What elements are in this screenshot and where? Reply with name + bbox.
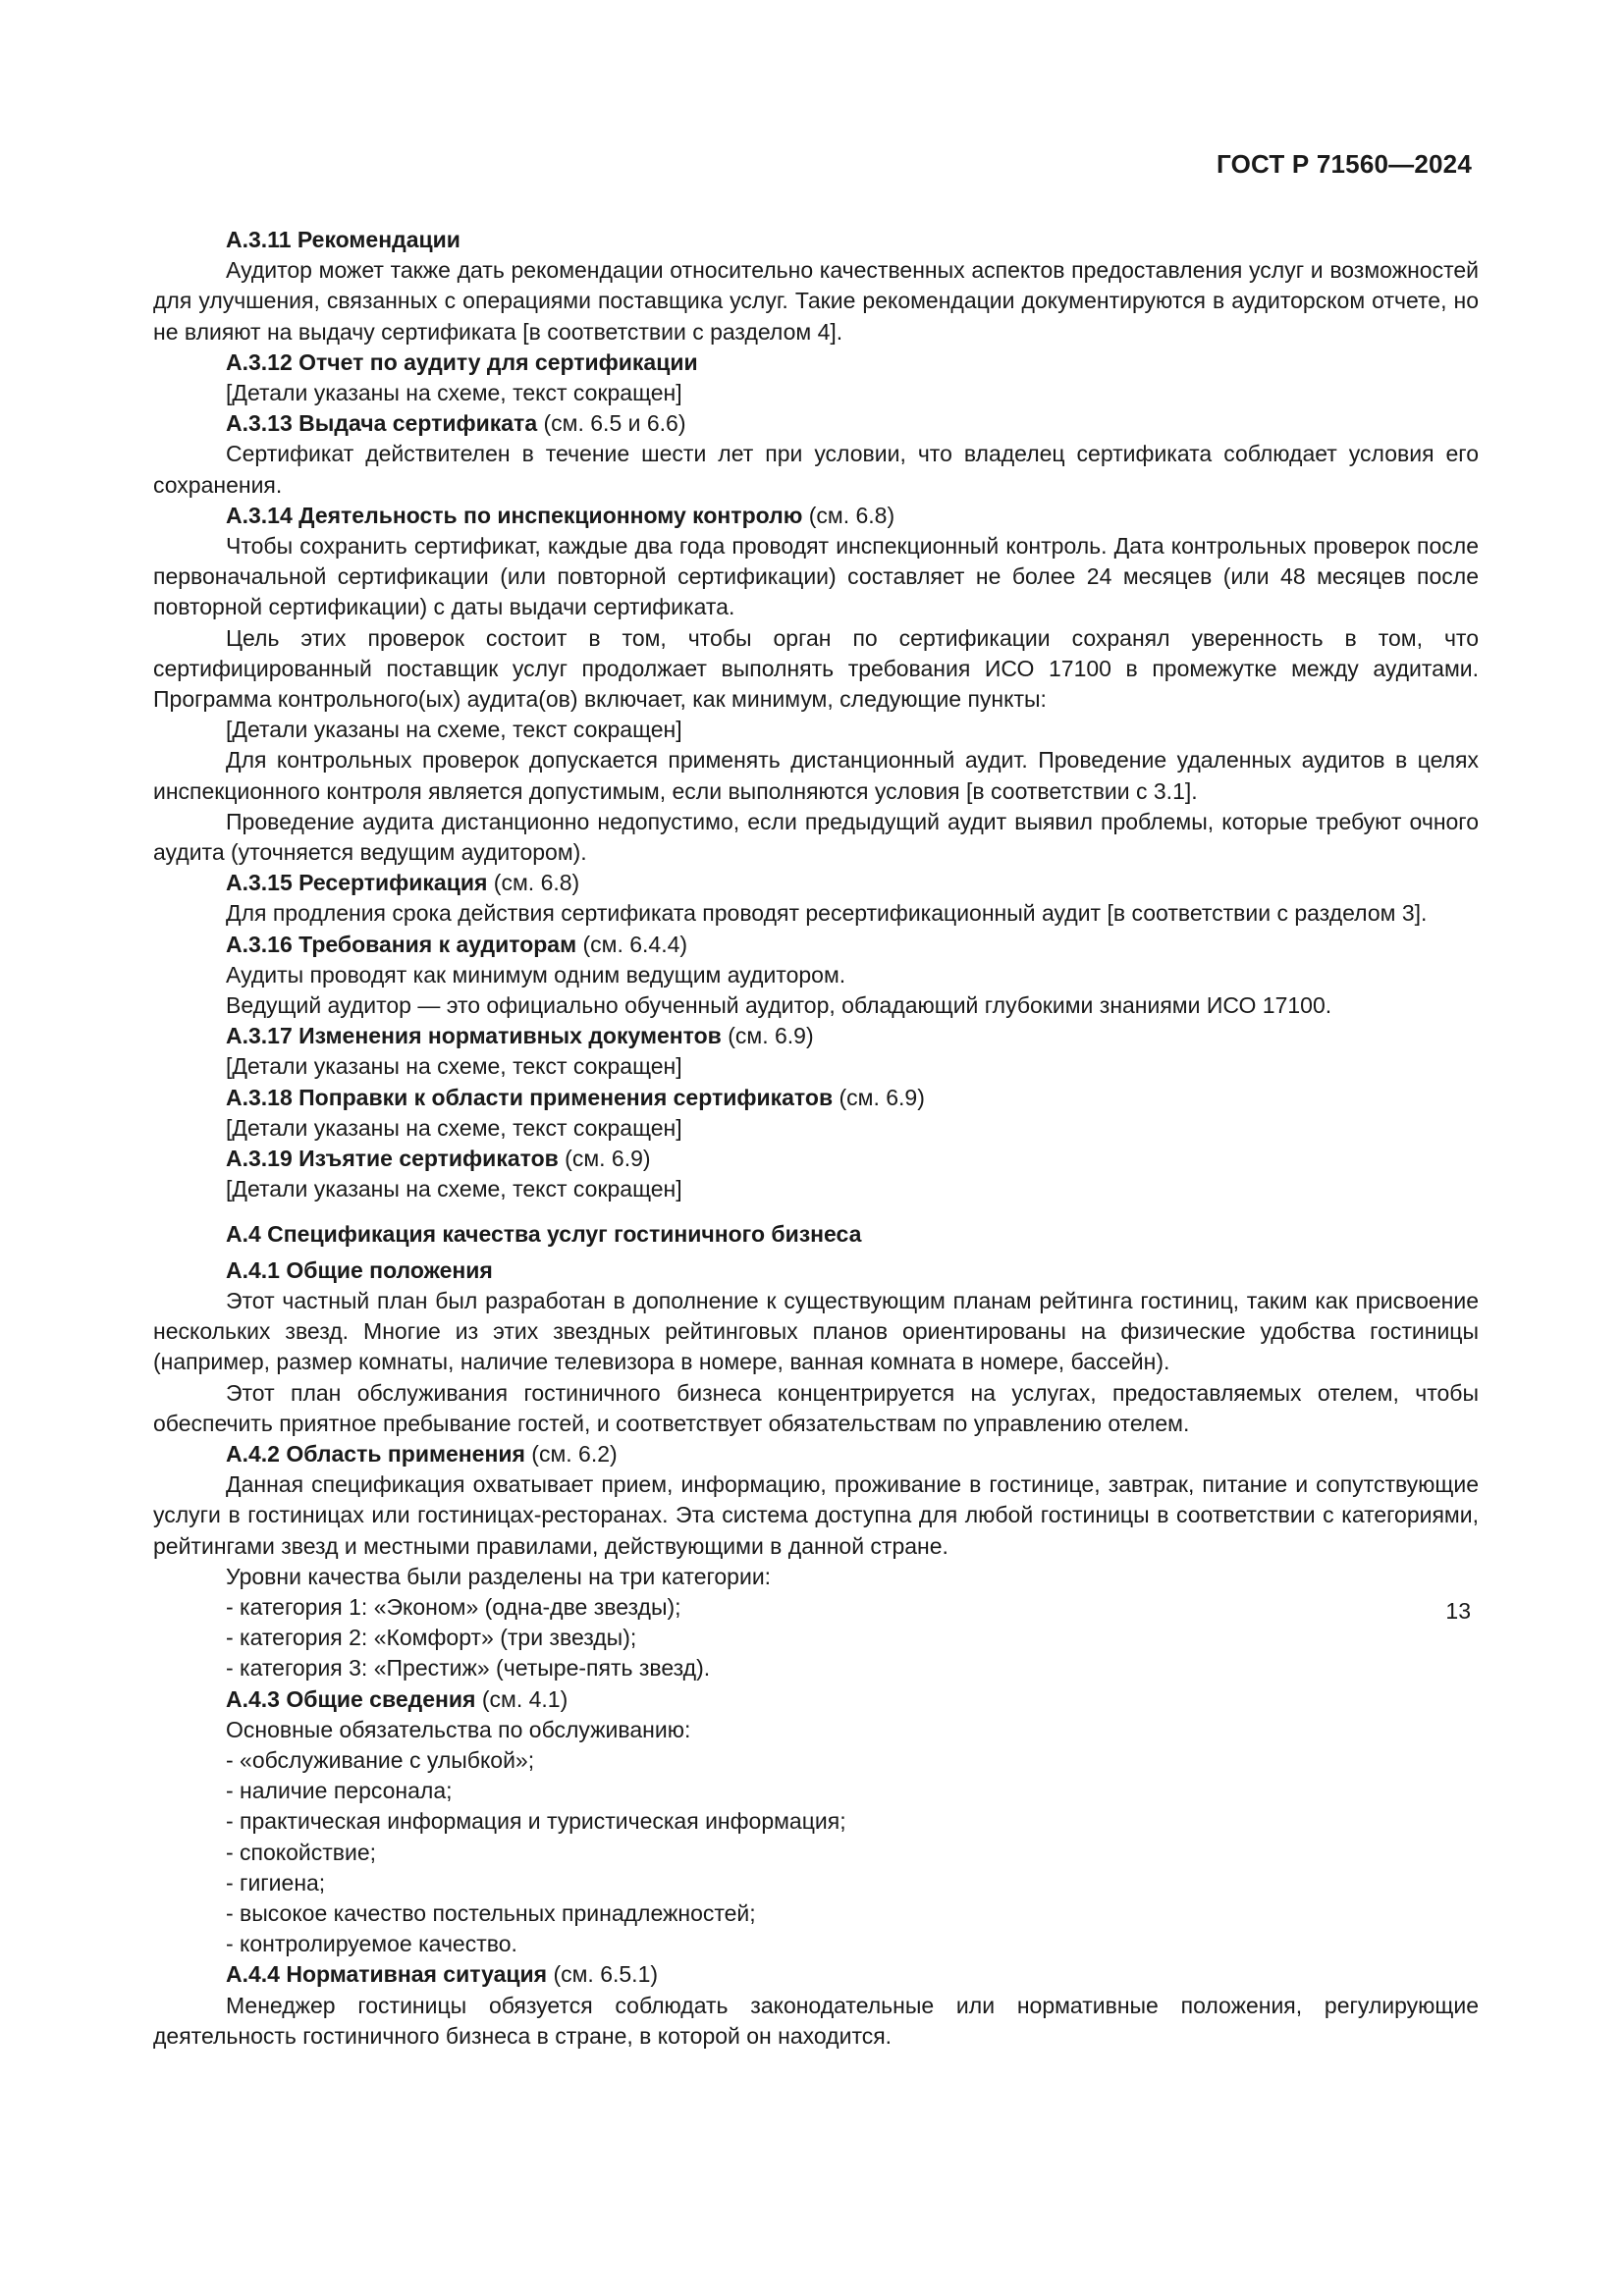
document-body	[153, 225, 1479, 2052]
clause-title: А.4 Спецификация качества услуг гостиничного бизнеса	[226, 1220, 862, 1247]
text-line: [Детали указаны на схеме, текст сокращен]	[226, 380, 682, 406]
clause-title: А.3.17 Изменения нормативных документов	[226, 1023, 722, 1049]
paragraph: Этот частный план был разработан в дополнение к существующим планам рейтинга гостиниц, таким как присвоение нескольких звезд. Многие из этих звездных рейтинговых планов ориентированы на физические удобства гостиницы (например, размер комнаты, наличие телевизора в номере, ванная комната в номере, бассейн).	[153, 1287, 1479, 1375]
clause-reference: (см. 6.4.4)	[576, 931, 688, 957]
clause-heading	[153, 1083, 1479, 1113]
list-item: - практическая информация и туристическая информация;	[226, 1808, 846, 1835]
clause-heading	[153, 930, 1479, 960]
clause-title: А.4.2 Область применения	[226, 1440, 525, 1467]
paragraph: Для контрольных проверок допускается применять дистанционный аудит. Проведение удаленных аудитов в целях инспекционного контроля является допустимым, если выполняются условия [в соответствии с 3.1].	[153, 747, 1479, 804]
document-header: ГОСТ Р 71560—2024	[1217, 149, 1472, 179]
text-line: [Детали указаны на схеме, текст сокращен]	[226, 1053, 682, 1080]
paragraph: Чтобы сохранить сертификат, каждые два года проводят инспекционный контроль. Дата контрольных проверок после первоначальной сертификации (или повторной сертификации) составляет не более 24 месяцев (или 48 месяцев после повторной сертификации) с даты выдачи сертификата.	[153, 533, 1479, 620]
text-line: Уровни качества были разделены на три категории:	[226, 1563, 772, 1589]
clause-title: А.3.18 Поправки к области применения сертификатов	[226, 1084, 834, 1110]
paragraph: Менеджер гостиницы обязуется соблюдать законодательные или нормативные положения, регулирующие деятельность гостиничного бизнеса в стране, в которой он находится.	[153, 1992, 1479, 2049]
paragraph: Аудитор может также дать рекомендации относительно качественных аспектов предоставления услуг и возможностей для улучшения, связанных с операциями поставщика услуг. Такие рекомендации документируются в аудиторском отчете, но не влияют на выдачу сертификата [в соответствии с разделом 4].	[153, 257, 1479, 345]
text-line: Аудиты проводят как минимум одним ведущим аудитором.	[226, 961, 846, 988]
paragraph: Этот план обслуживания гостиничного бизнеса концентрируется на услугах, предоставляемых отелем, чтобы обеспечить приятное пребывание гостей, и соответствует обязательствам по управлению отелем.	[153, 1379, 1479, 1436]
clause-reference: (см. 6.9)	[558, 1146, 651, 1172]
clause-reference: (см. 6.9)	[721, 1023, 814, 1049]
clause-title: А.3.19 Изъятие сертификатов	[226, 1146, 559, 1172]
clause-reference: (см. 6.5.1)	[547, 1961, 659, 1988]
clause-heading	[153, 868, 1479, 898]
clause-heading	[153, 408, 1479, 439]
section-heading	[153, 1219, 1479, 1250]
paragraph: Для продления срока действия сертификата проводят ресертификационный аудит [в соответствии с разделом 3].	[226, 900, 1428, 927]
clause-reference: (см. 6.2)	[524, 1440, 618, 1467]
clause-heading	[153, 1439, 1479, 1469]
text-line: [Детали указаны на схеме, текст сокращен]	[226, 1114, 682, 1141]
clause-title: А.4.3 Общие сведения	[226, 1685, 476, 1712]
list-item: - наличие персонала;	[226, 1778, 453, 1804]
clause-title: А.3.11 Рекомендации	[226, 227, 460, 252]
clause-title: А.4.4 Нормативная ситуация	[226, 1961, 548, 1988]
text-line: [Детали указаны на схеме, текст сокращен]	[226, 717, 682, 743]
list-item: - категория 2: «Комфорт» (три звезды);	[226, 1625, 637, 1651]
text-line: [Детали указаны на схеме, текст сокращен]	[226, 1176, 682, 1202]
clause-reference: (см. 6.8)	[487, 870, 580, 896]
paragraph: Сертификат действителен в течение шести лет при условии, что владелец сертификата соблюдает условия его сохранения.	[153, 441, 1479, 498]
paragraph: Цель этих проверок состоит в том, чтобы орган по сертификации сохранял уверенность в том, что сертифицированный поставщик услуг продолжает выполнять требования ИСО 17100 в промежутке между аудитами. Программа контрольного(ых) аудита(ов) включает, как минимум, следующие пункты:	[153, 624, 1479, 713]
list-item: - контролируемое качество.	[226, 1931, 517, 1957]
clause-reference: (см. 4.1)	[475, 1685, 568, 1712]
list-item: - высокое качество постельных принадлежностей;	[226, 1899, 756, 1926]
paragraph: Проведение аудита дистанционно недопустимо, если предыдущий аудит выявил проблемы, которые требуют очного аудита (уточняется ведущим аудитором).	[153, 808, 1479, 866]
clause-title: А.3.13 Выдача сертификата	[226, 410, 538, 437]
paragraph: Данная спецификация охватывает прием, информацию, проживание в гостинице, завтрак, питание и сопутствующие услуги в гостиницах или гостиницах-ресторанах. Эта система доступна для любой гостиницы в соответствии с категориями, рейтингами звезд и местными правилами, действующими в данной стране.	[153, 1471, 1479, 1559]
clause-reference: (см. 6.8)	[802, 502, 895, 528]
list-item: - «обслуживание с улыбкой»;	[226, 1746, 535, 1773]
clause-heading	[153, 1255, 1479, 1286]
page-number: 13	[1445, 1598, 1471, 1624]
clause-title: А.4.1 Общие положения	[226, 1256, 493, 1283]
clause-reference: (см. 6.9)	[833, 1084, 925, 1110]
clause-heading	[153, 1684, 1479, 1715]
clause-heading	[153, 501, 1479, 531]
clause-heading	[153, 225, 1479, 255]
clause-heading	[153, 1021, 1479, 1051]
clause-title: А.3.16 Требования к аудиторам	[226, 931, 577, 957]
clause-reference: (см. 6.5 и 6.6)	[537, 410, 686, 437]
clause-heading	[153, 347, 1479, 378]
clause-title: А.3.14 Деятельность по инспекционному контролю	[226, 502, 803, 528]
clause-heading	[153, 1959, 1479, 1990]
list-item: - категория 1: «Эконом» (одна-две звезды);	[226, 1593, 681, 1620]
clause-title: А.3.15 Ресертификация	[226, 870, 488, 896]
text-line: Ведущий аудитор — это официально обученный аудитор, обладающий глубокими знаниями ИСО 17100.	[226, 992, 1332, 1019]
list-item: - гигиена;	[226, 1869, 326, 1896]
text-line: Основные обязательства по обслуживанию:	[226, 1716, 691, 1742]
clause-title: А.3.12 Отчет по аудиту для сертификации	[226, 348, 698, 375]
list-item: - спокойствие;	[226, 1839, 377, 1865]
clause-heading	[153, 1144, 1479, 1174]
list-item: - категория 3: «Престиж» (четыре-пять звезд).	[226, 1655, 711, 1682]
